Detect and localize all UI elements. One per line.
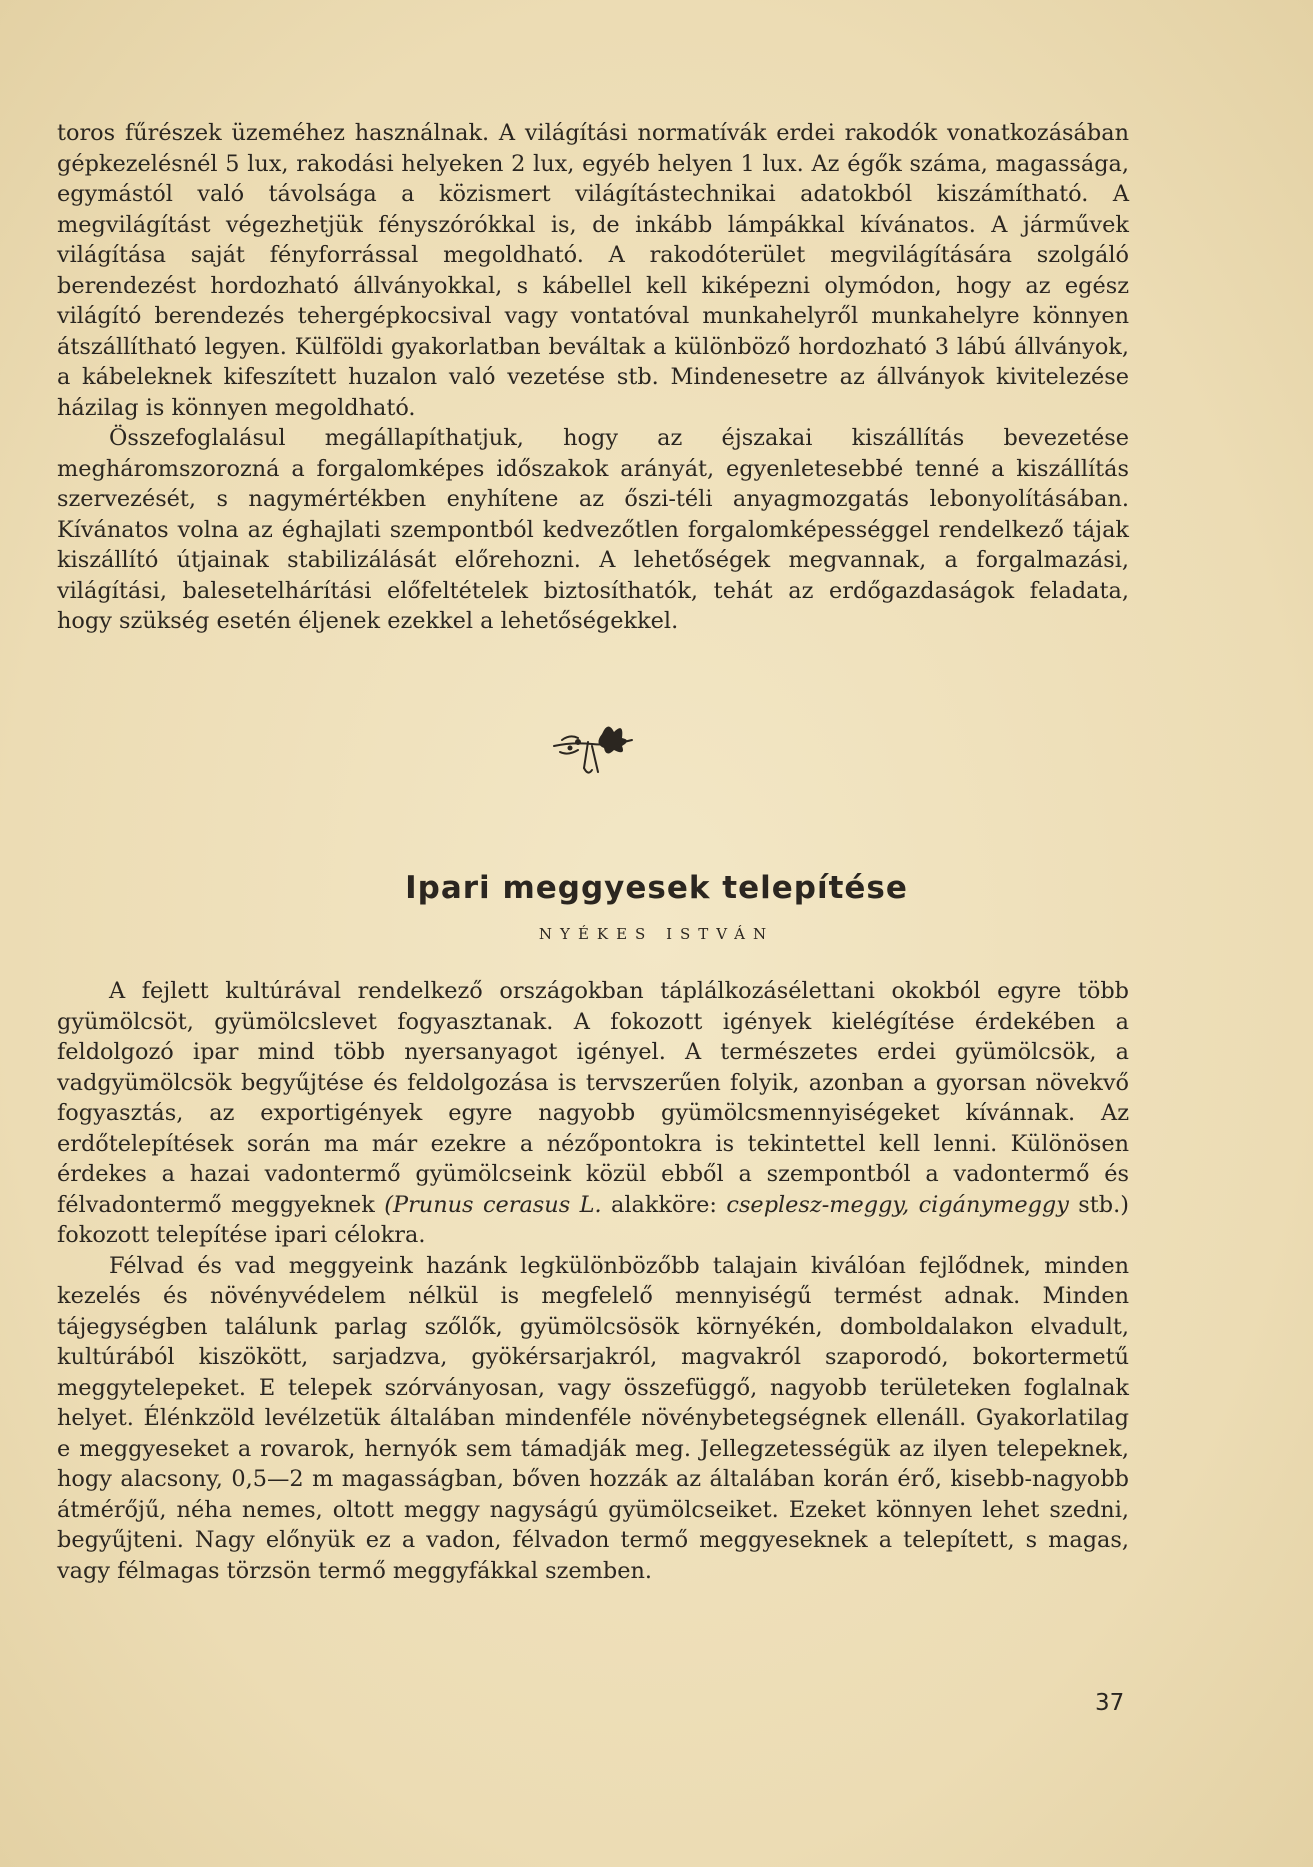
page-number: 37: [1095, 1690, 1125, 1716]
article-body: [57, 976, 1129, 1586]
common-names: cseplesz-meggy, cigánymeggy: [726, 1191, 1069, 1218]
article-title: Ipari meggyesek telepítése: [405, 870, 908, 906]
intro-text-c: stb.) fokozott telepítése ipari célokra.: [57, 1191, 1129, 1248]
intro-text-b: alakköre:: [601, 1191, 727, 1218]
article-author: NYÉKES ISTVÁN: [538, 925, 775, 943]
previous-article-continuation: [57, 118, 1129, 637]
article-paragraph-intro: [57, 976, 1129, 1251]
floral-vignette-icon: [548, 712, 638, 784]
paragraph-summary: Összefoglalásul megállapíthatjuk, hogy az éjszakai kiszállítás bevezetése megháromszorozná a forgalomképes időszakok arányát, egyenletesebbé tenné a kiszállítás szervezését, s nagymértékben enyhítene az őszi-téli anyagmozgatás lebonyolításában. Kívánatos volna az éghajlati szempontból kedvezőtlen forgalomképességgel rendelkező tájak kiszállító útjainak stabilizálását előrehozni. A lehetőségek megvannak, a forgalmazási, világítási, balesetelhárítási előfeltételek biztosíthatók, tehát az erdőgazdaságok feladata, hogy szükség esetén éljenek ezekkel a lehetőségekkel.: [57, 425, 1129, 634]
paragraph-lighting: toros fűrészek üzeméhez használnak. A világítási normatívák erdei rakodók vonatkozásában gépkezelésnél 5 lux, rakodási helyeken 2 lux, egyéb helyen 1 lux. Az égők száma, magassága, egymástól való távolsága a közismert világítástechnikai adatokból kiszámítható. A megvilágítást végezhetjük fényszórókkal is, de inkább lámpákkal kívánatos. A járművek világítása saját fényforrással megoldható. A rakodóterület megvilágítására szolgáló berendezést hordozható állványokkal, s kábellel kell kiképezni olymódon, hogy az egész világító berendezés tehergépkocsival vagy vontatóval munkahelyről munkahelyre könnyen átszállítható legyen. Külföldi gyakorlatban beváltak a különböző hordozható 3 lábú állványok, a kábeleknek kifeszített huzalon való vezetése stb. Mindenesetre az állványok kivitelezése házilag is könnyen megoldható.: [57, 120, 1129, 421]
intro-text-a: A fejlett kultúrával rendelkező országokban táplálkozásélettani okokból egyre több gyümölcsöt, gyümölcslevet fogyasztanak. A fokozott igények kielégítése érdekében a feldolgozó ipar mind több nyersanyagot igényel. A természetes erdei gyümölcsök, a vadgyümölcsök begyűjtése és feldolgozása is tervszerűen folyik, azonban a gyorsan növekvő fogyasztás, az exportigények egyre nagyobb gyümölcsmennyiségeket kívánnak. Az erdőtelepítések során ma már ezekre a nézőpontokra is tekintettel kell lenni. Különösen érdekes a hazai vadontermő gyümölcseink közül ebből a szempontból a vadontermő és félvadontermő meggyeknek: [57, 978, 1129, 1218]
article-paragraph-wild-cherries: Félvad és vad meggyeink hazánk legkülönbözőbb talajain kiválóan fejlődnek, minden kezelés és növényvédelem nélkül is megfelelő mennyiségű termést adnak. Minden tájegységben találunk parlag szőlők, gyümölcsösök környékén, domboldalakon elvadult, kultúrából kiszökött, sarjadzva, gyökérsarjakról, magvakról szaporodó, bokortermetű meggytelepeket. E telepek szórványosan, vagy összefüggő, nagyobb területeken foglalnak helyet. Élénkzöld levélzetük általában mindenféle növénybetegségnek ellenáll. Gyakorlatilag e meggyeseket a rovarok, hernyók sem támadják meg. Jellegzetességük az ilyen telepeknek, hogy alacsony, 0,5—2 m magasságban, bőven hozzák az általában korán érő, kisebb-nagyobb átmérőjű, néha nemes, oltott meggy nagyságú gyümölcseiket. Ezeket könnyen lehet szedni, begyűjteni. Nagy előnyük ez a vadon, félvadon termő meggyeseknek a telepített, s magas, vagy félmagas törzsön termő meggyfákkal szemben.: [57, 1252, 1129, 1584]
latin-name: (Prunus cerasus L.: [384, 1191, 602, 1218]
